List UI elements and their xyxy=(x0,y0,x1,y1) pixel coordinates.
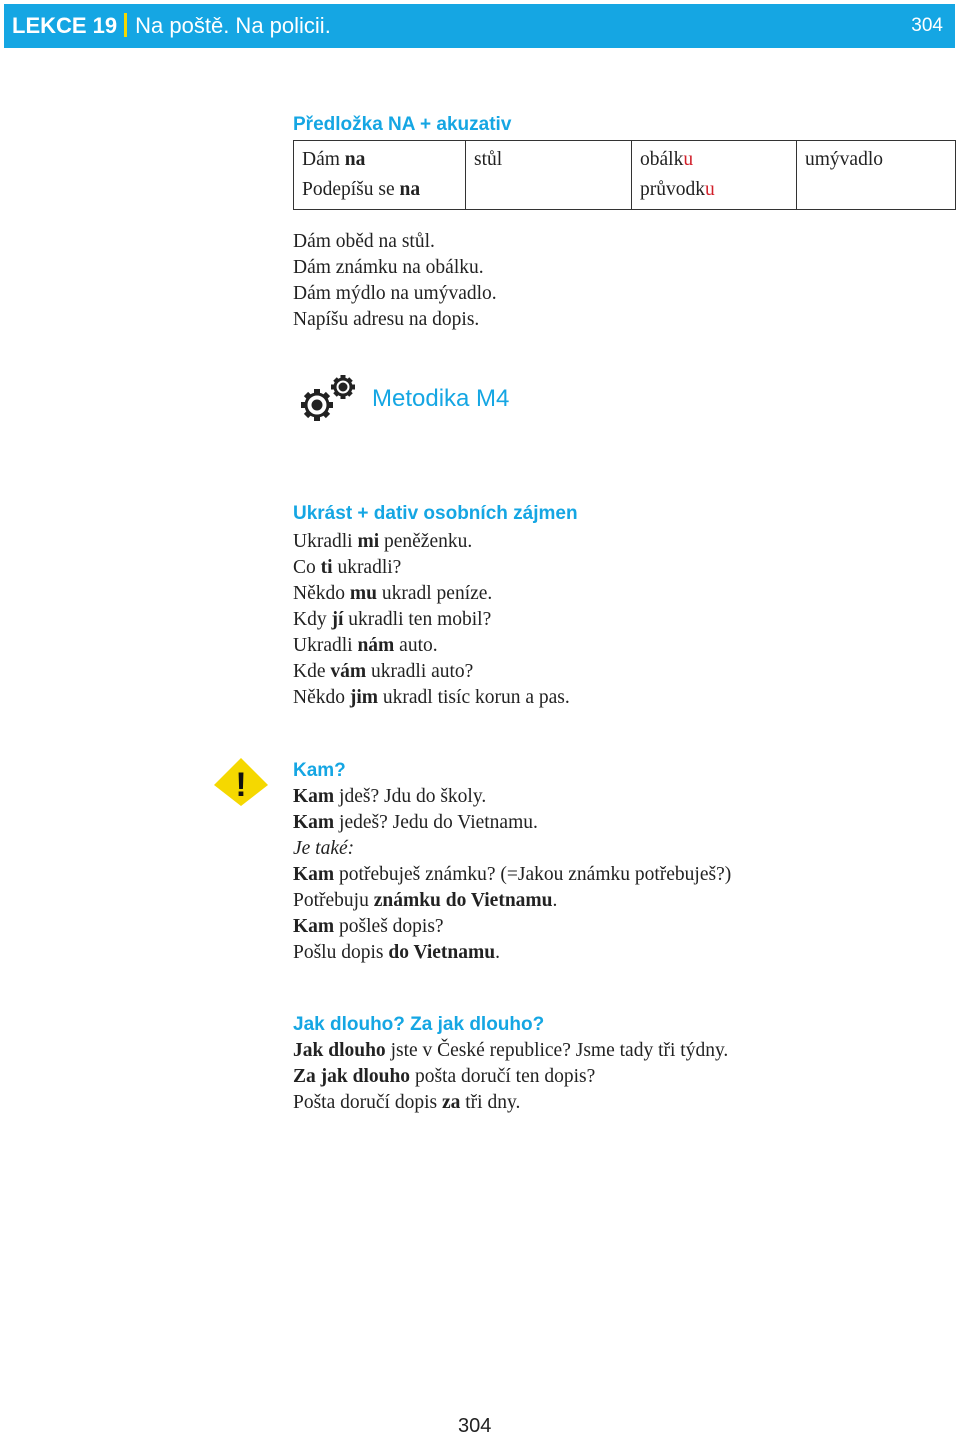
kam-line xyxy=(293,940,500,966)
pronoun: ti xyxy=(320,557,333,578)
keyword: známku do Vietnamu xyxy=(373,890,553,911)
text: Ukradli xyxy=(293,635,358,656)
keyword: do Vietnamu xyxy=(388,942,496,963)
text: . xyxy=(495,942,500,963)
jak-line xyxy=(293,1090,520,1116)
kam-line xyxy=(293,914,444,940)
dative-example xyxy=(293,633,438,659)
text: Ukradli xyxy=(293,531,358,552)
text: pošta doručí ten dopis? xyxy=(410,1066,596,1087)
lesson-name: Na poště. Na policii. xyxy=(135,13,331,38)
text: ukradl tisíc korun a pas. xyxy=(378,687,570,708)
noun-ending: u xyxy=(683,149,694,170)
header-separator xyxy=(124,13,127,37)
header-page-number: 304 xyxy=(911,15,943,36)
jak-line xyxy=(293,1038,728,1064)
text: Někdo xyxy=(293,583,350,604)
pronoun: vám xyxy=(330,661,367,682)
noun-text: stůl xyxy=(474,149,503,170)
example-line: Dám oběd na stůl. xyxy=(293,231,435,252)
kam-line xyxy=(293,862,731,888)
text: tři dny. xyxy=(460,1092,521,1113)
text: auto. xyxy=(394,635,438,656)
text: . xyxy=(552,890,558,911)
text: ukradl peníze. xyxy=(376,583,493,604)
noun-stem: průvodk xyxy=(640,179,705,200)
phrase-2 xyxy=(302,175,457,205)
dative-example xyxy=(293,659,473,685)
lesson-title xyxy=(12,13,331,39)
warning-icon xyxy=(212,756,270,808)
text: Co xyxy=(293,557,321,578)
text: Potřebuju xyxy=(293,890,374,911)
kam-note: Je také: xyxy=(293,838,355,859)
noun-2 xyxy=(640,175,788,205)
jak-line xyxy=(293,1064,595,1090)
text: Pošlu dopis xyxy=(293,942,389,963)
noun-stem: obálk xyxy=(640,149,684,170)
keyword: Kam xyxy=(293,864,335,885)
noun-text: umývadlo xyxy=(805,149,883,170)
section-heading-ukrast: Ukrást + dativ osobních zájmen xyxy=(293,503,578,524)
exclamation-mark: ! xyxy=(235,766,247,804)
section-heading-na: Předložka NA + akuzativ xyxy=(293,114,512,135)
text: potřebuješ známku? (=Jakou známku potřebuješ?) xyxy=(334,864,732,885)
example-line: Dám známku na obálku. xyxy=(293,257,484,278)
kam-line xyxy=(293,810,538,836)
text: jedeš? Jedu do Vietnamu. xyxy=(334,812,538,833)
kam-line xyxy=(293,888,557,914)
text: Pošta doručí dopis xyxy=(293,1092,442,1113)
text: ukradli ten mobil? xyxy=(343,609,492,630)
text: jste v České republice? Jsme tady tři týdny. xyxy=(385,1040,729,1061)
text: pošleš dopis? xyxy=(334,916,444,937)
dative-example xyxy=(293,607,491,633)
lesson-number: LEKCE 19 xyxy=(12,13,118,38)
keyword: Kam xyxy=(293,812,335,833)
table-cell-phrases xyxy=(294,141,466,210)
dative-example xyxy=(293,529,472,555)
keyword: Kam xyxy=(293,916,335,937)
section-heading-kam: Kam? xyxy=(293,760,346,781)
dative-example xyxy=(293,555,401,581)
example-line: Napíšu adresu na dopis. xyxy=(293,309,480,330)
footer-page-number: 304 xyxy=(458,1415,492,1437)
phrase-text: Podepíšu se xyxy=(302,179,400,200)
table-cell-stul xyxy=(466,141,632,210)
gears-icon xyxy=(295,372,361,430)
noun-1 xyxy=(640,145,788,175)
section-heading-jak-dlouho: Jak dlouho? Za jak dlouho? xyxy=(293,1014,545,1035)
keyword: za xyxy=(441,1092,461,1113)
kam-line xyxy=(293,784,486,810)
phrase-text: Dám xyxy=(302,149,345,170)
dative-example xyxy=(293,685,570,711)
pronoun: jí xyxy=(331,609,344,630)
text: peněženku. xyxy=(379,531,473,552)
metodika-title: Metodika M4 xyxy=(372,385,510,412)
dative-example xyxy=(293,581,492,607)
pronoun: mi xyxy=(357,531,380,552)
text: ukradli auto? xyxy=(366,661,474,682)
pronoun: jim xyxy=(349,687,379,708)
text: Někdo xyxy=(293,687,350,708)
table-cell-feminine xyxy=(632,141,797,210)
text: Kde xyxy=(293,661,331,682)
keyword: Kam xyxy=(293,786,335,807)
table-cell-umyvadlo xyxy=(797,141,956,210)
example-line: Dám mýdlo na umývadlo. xyxy=(293,283,497,304)
preposition-table xyxy=(293,140,956,210)
header-bar xyxy=(4,4,955,48)
phrase-bold: na xyxy=(344,149,366,170)
pronoun: nám xyxy=(357,635,395,656)
text: ukradli? xyxy=(332,557,402,578)
phrase-bold: na xyxy=(399,179,421,200)
text: jdeš? Jdu do školy. xyxy=(334,786,487,807)
noun-ending: u xyxy=(705,179,715,200)
pronoun: mu xyxy=(349,583,377,604)
text: Kdy xyxy=(293,609,332,630)
keyword: Jak dlouho xyxy=(293,1040,386,1061)
keyword: Za jak dlouho xyxy=(293,1066,411,1087)
phrase-1 xyxy=(302,145,457,175)
